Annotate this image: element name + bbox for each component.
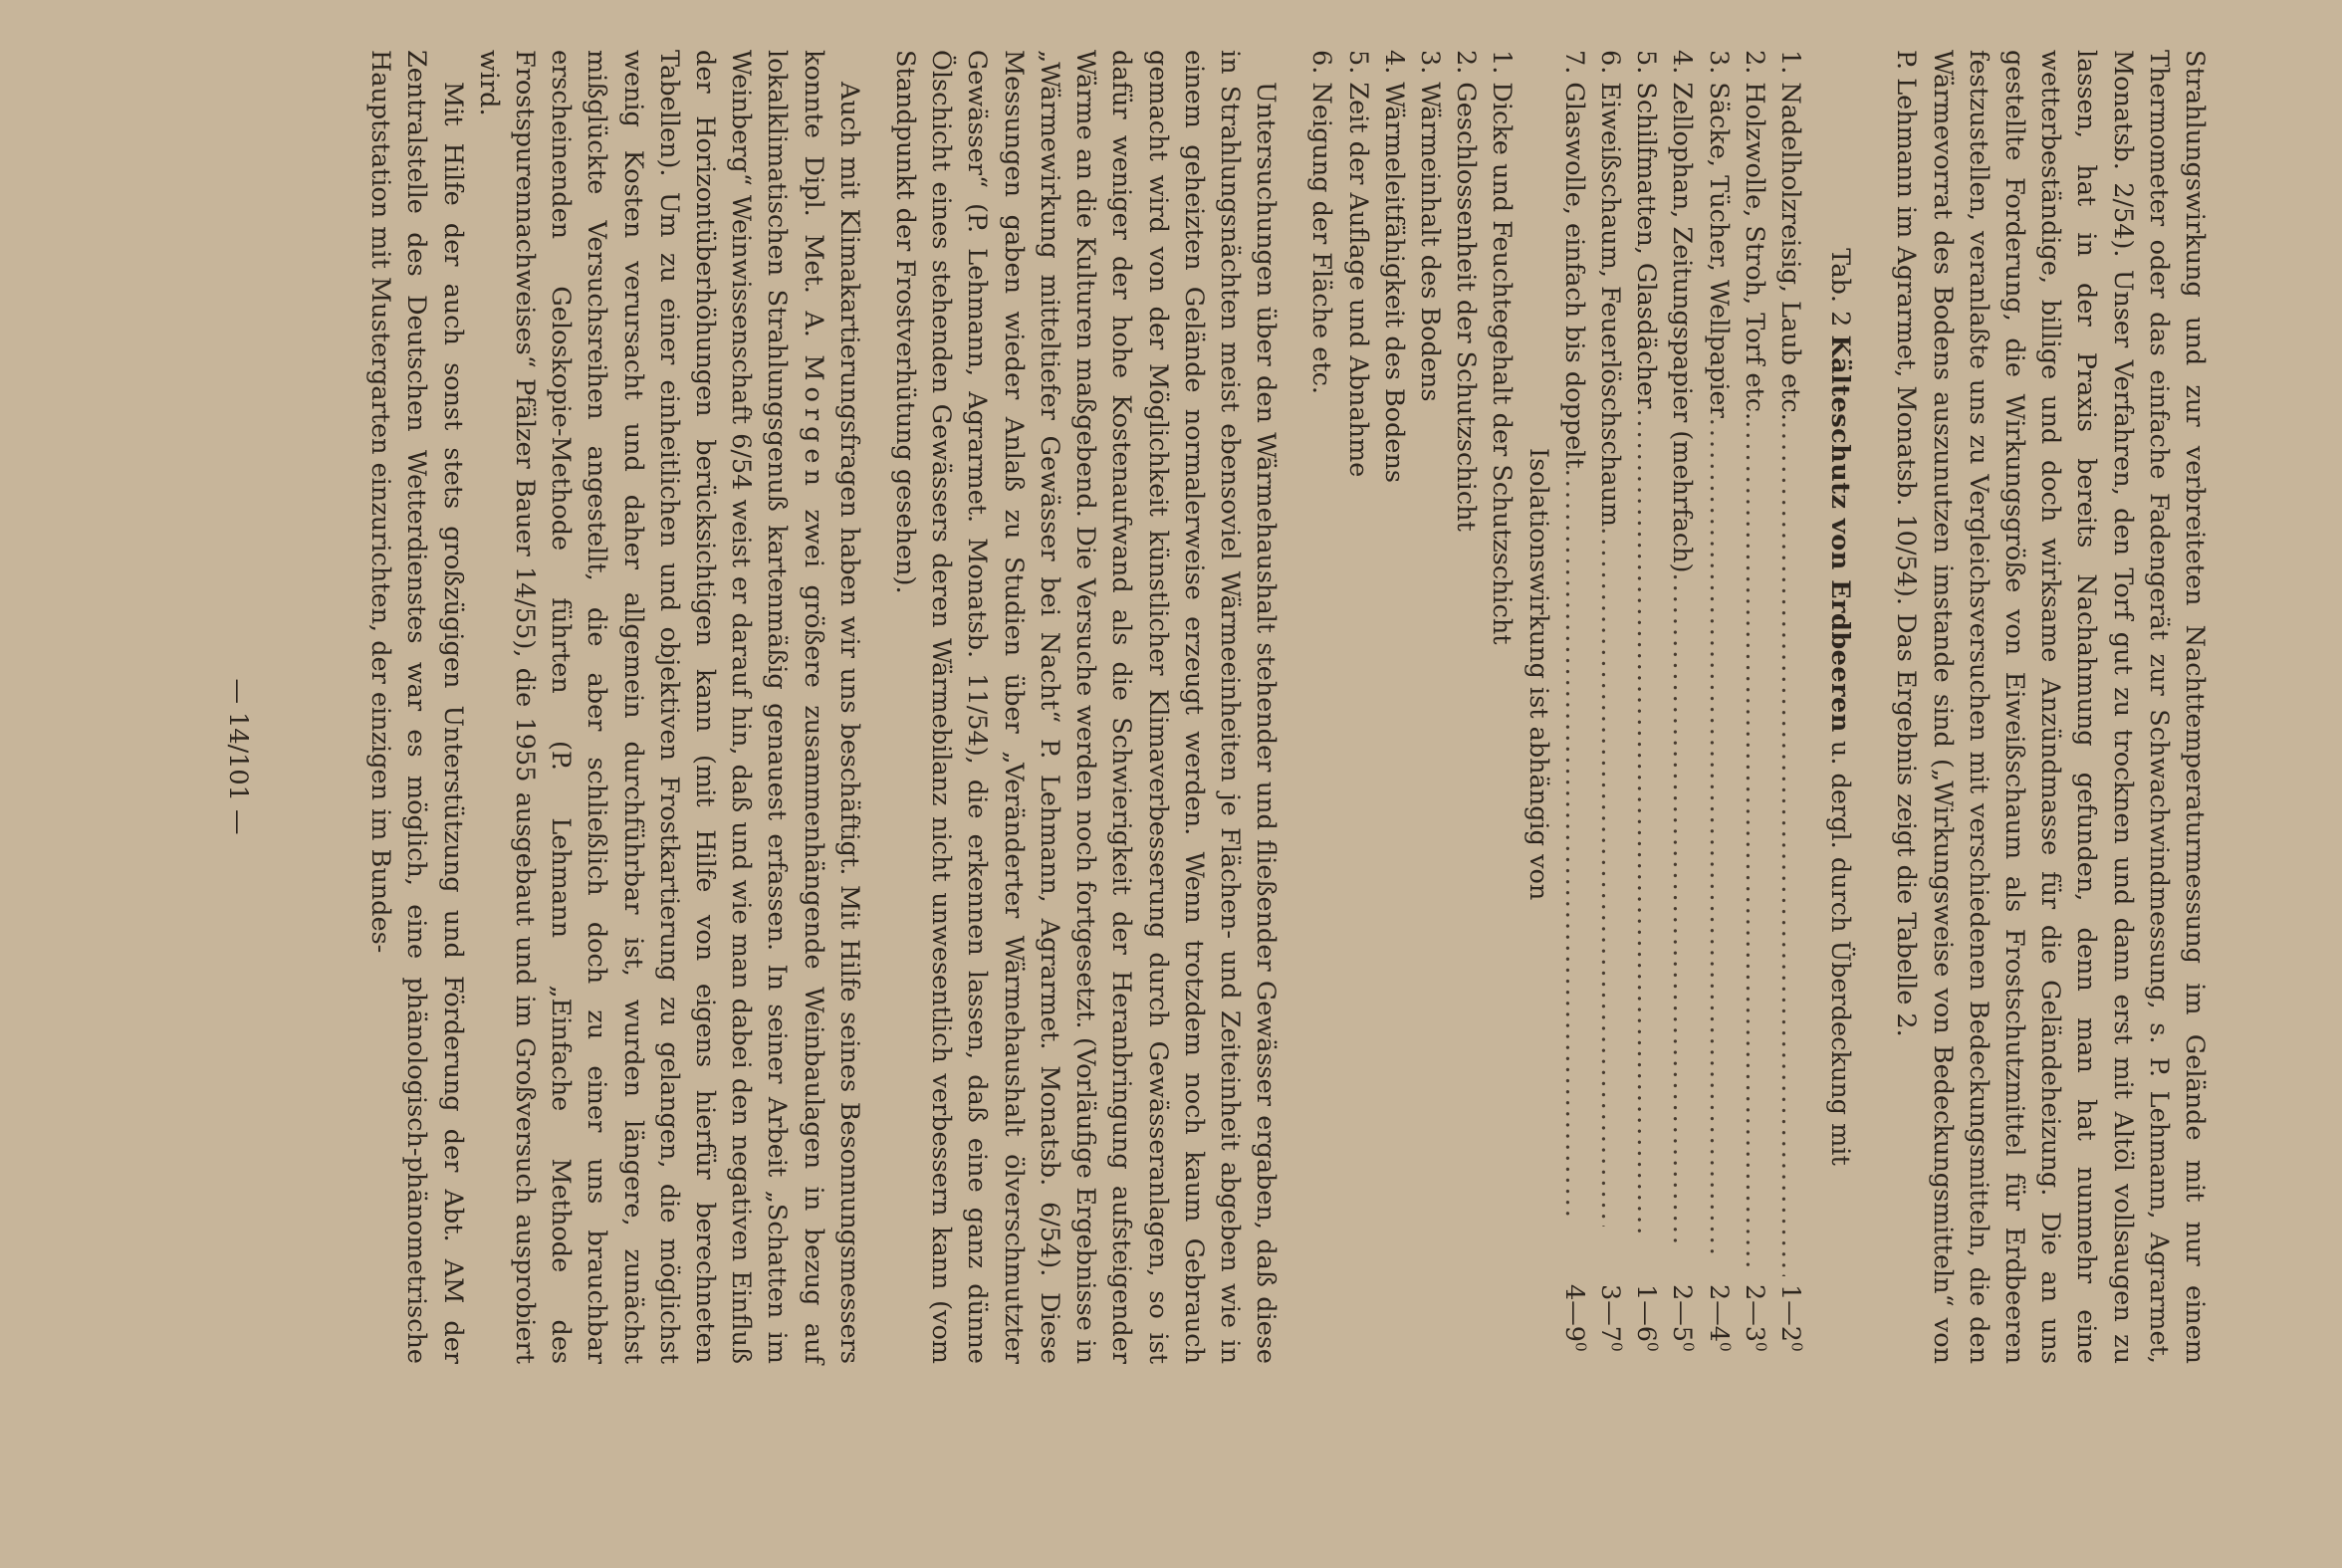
table-row-value: $4—9^0$: [1558, 1284, 1590, 1352]
table-row-label: 1. Nadelholzreisig, Laub etc.: [1774, 50, 1805, 421]
paragraph-water-heat: Untersuchungen über den Wärmehaushalt stehender und fließender Gewässer ergaben, daß diese in Strahlungsnächten meist ebensoviel Wärmeeinheiten je Flächen- und Zeiteinheit abgeben wie in einem geheizten Gelände normalerweise erzeugt werden. Wenn trotzdem noch kaum Gebrauch gemacht wird von der Möglichkeit künstlicher Klimaverbesserung durch Gewässeranlagen, so ist dafür weniger der hohe Kostenaufwand als die Schwierigkeit der Heranbringung aufsteigender Wärme an die Kulturen maßgebend. Die Versuche werden noch fortgesetzt. (Vorläufige Ergebnisse in „Wärmewirkung mitteltiefer Gewässer bei Nacht“ P. Lehmann, Agrarmet. Monatsb. 6/54). Diese Messungen gaben wieder Anlaß zu Studien über „Veränderter Wärmehaushalt ölverschmutzter Gewässer“ (P. Lehmann, Agrarmet. Monatsb. 11/54), die erkennen lassen, daß eine ganz dünne Ölschicht eines stehenden Gewässers deren Wärmebilanz nicht unwesentlich verbessern kann (vom Standpunkt der Frostverhütung gesehen).: [890, 50, 1282, 1364]
list-item: 2. Geschlossenheit der Schutzschicht: [1451, 50, 1482, 532]
list-item: 6. Neigung der Fläche etc.: [1306, 50, 1337, 394]
table-row: [1700, 50, 1736, 1364]
table-title-bold: Kälteschutz von Erdbeeren: [1825, 335, 1856, 733]
table-row-label: 3. Säcke, Tücher, Wellpapier: [1703, 50, 1734, 418]
table-title: [1822, 50, 1858, 1364]
table-row: [1664, 50, 1700, 1364]
table-title-rest: u. dergl. durch Überdeckung mit: [1825, 740, 1856, 1166]
table-row-value: $2—4^0$: [1703, 1284, 1735, 1352]
table-row-label: 7. Glaswolle, einfach bis doppelt: [1558, 50, 1589, 469]
paragraph-climate-mapping: Auch mit Klimakartierungsfragen haben wir uns beschäftigt. Mit Hilfe seines Besonnungsmessers konnte Dipl. Met. A. Morgen zwei größere zusammenhängende Weinbaulagen in bezug auf lokalklimatischen Strahlungsgenuß kartenmäßig genauest erfassen. In seiner Arbeit „Schatten im Weinberg“ Weinwissenschaft 6/54 weist er darauf hin, daß und wie man dabei den negativen Einfluß der Horizontüberhöhungen berücksichtigen kann (mit Hilfe von eigens hierfür berechneten Tabellen). Um zu einer einheitlichen und objektiven Frostkartierung zu gelangen, die möglichst wenig Kosten verursacht und daher allgemein durchführbar ist, wurden längere, zunächst mißglückte Versuchsreihen angestellt, die aber schließlich doch zu einer uns brauchbar erscheinenden Geloskopie-Methode führten (P. Lehmann „Einfache Methode des Frostspurennachweises“ Pfälzer Bauer 14/55), die 1955 ausgebaut und im Großversuch ausprobiert wird.: [473, 50, 864, 1364]
table-row-label: 2. Holzwolle, Stroh, Torf etc.: [1739, 50, 1769, 421]
list-item: 5. Zeit der Auflage und Abnahme: [1342, 50, 1373, 478]
table-row: [1737, 50, 1772, 1364]
list-item: 1. Dicke und Feuchtegehalt der Schutzschicht: [1487, 50, 1518, 645]
table-rows: [1556, 50, 1808, 1364]
text-column: [223, 50, 2213, 1364]
factor-list: [1303, 50, 1520, 1364]
table-row-label: 6. Eiweißschaum, Feuerlöschschaum: [1594, 50, 1625, 528]
paragraph-phenology: Mit Hilfe der auch sonst stets großzügigen Unterstützung und Förderung der Abt. AM der Zentralstelle des Deutschen Wetterdienstes war es möglich, eine phänologisch-phänometrische Hauptstation mit Mustergarten einzurichten, der einzigen im Bundes-: [365, 50, 468, 1364]
table-row: [1772, 50, 1808, 1364]
page-number: — 14/101 —: [223, 678, 253, 835]
dot-leader: [1772, 421, 1808, 1276]
dot-leader: [1737, 420, 1772, 1266]
dot-leader: [1664, 572, 1700, 1246]
dot-leader: [1628, 408, 1664, 1236]
table-row-value: $2—3^0$: [1739, 1284, 1770, 1352]
table-row-value: $2—5^0$: [1667, 1284, 1698, 1352]
list-item: 3. Wärmeinhalt des Bodens: [1414, 50, 1445, 402]
table-row-value: $1—2^0$: [1774, 1284, 1806, 1352]
dot-leader: [1592, 527, 1628, 1227]
table-row: [1592, 50, 1628, 1364]
dot-leader: [1556, 469, 1592, 1217]
table-row: [1556, 50, 1592, 1364]
table-label: Tab. 2: [1825, 248, 1856, 328]
table-row-label: 4. Zellophan, Zeitungspapier (mehrfach): [1667, 50, 1698, 573]
table-subheading: Isolationswirkung ist abhängig von: [1522, 448, 1553, 901]
list-item: 4. Wärmeleitfähigkeit des Bodens: [1378, 50, 1409, 483]
table-row-value: $1—6^0$: [1631, 1284, 1662, 1352]
table-row: [1628, 50, 1664, 1364]
author-name: Morgen: [798, 354, 828, 492]
table-row-label: 5. Schilfmatten, Glasdächer: [1631, 50, 1662, 409]
intro-paragraph: Strahlungswirkung und zur verbreiteten Nachttemperaturmessung im Gelände mit nur einem Thermometer oder das einfache Fadengerät zur Schwachwindmessung, s. P. Lehmann, Agrarmet, Monatsb. 2/54). Unser Verfahren, den Torf gut zu trocknen und dann erst mit Altöl vollsaugen zu lassen, hat in der Praxis bereits Nachahmung gefunden, denn man hat nunmehr eine wetterbeständige, billige und doch wirksame Anzündmasse für die Geländeheizung. Die an uns gestellte Forderung, die Wirkungsgröße von Eiweißschaum als Frostschutzmittel für Erdbeeren festzustellen, veranlaßte uns zu Vergleichsversuchen mit verschiedenen Bedeckungsmitteln, die den Wärmevorrat des Bodens auszunutzen imstande sind („Wirkungsweise von Bedeckungsmitteln“ von P. Lehmann im Agrarmet, Monatsb. 10/54). Das Ergebnis zeigt die Tabelle 2.: [1891, 50, 2210, 1364]
dot-leader: [1700, 418, 1736, 1256]
table-row-value: $3—7^0$: [1594, 1284, 1626, 1352]
